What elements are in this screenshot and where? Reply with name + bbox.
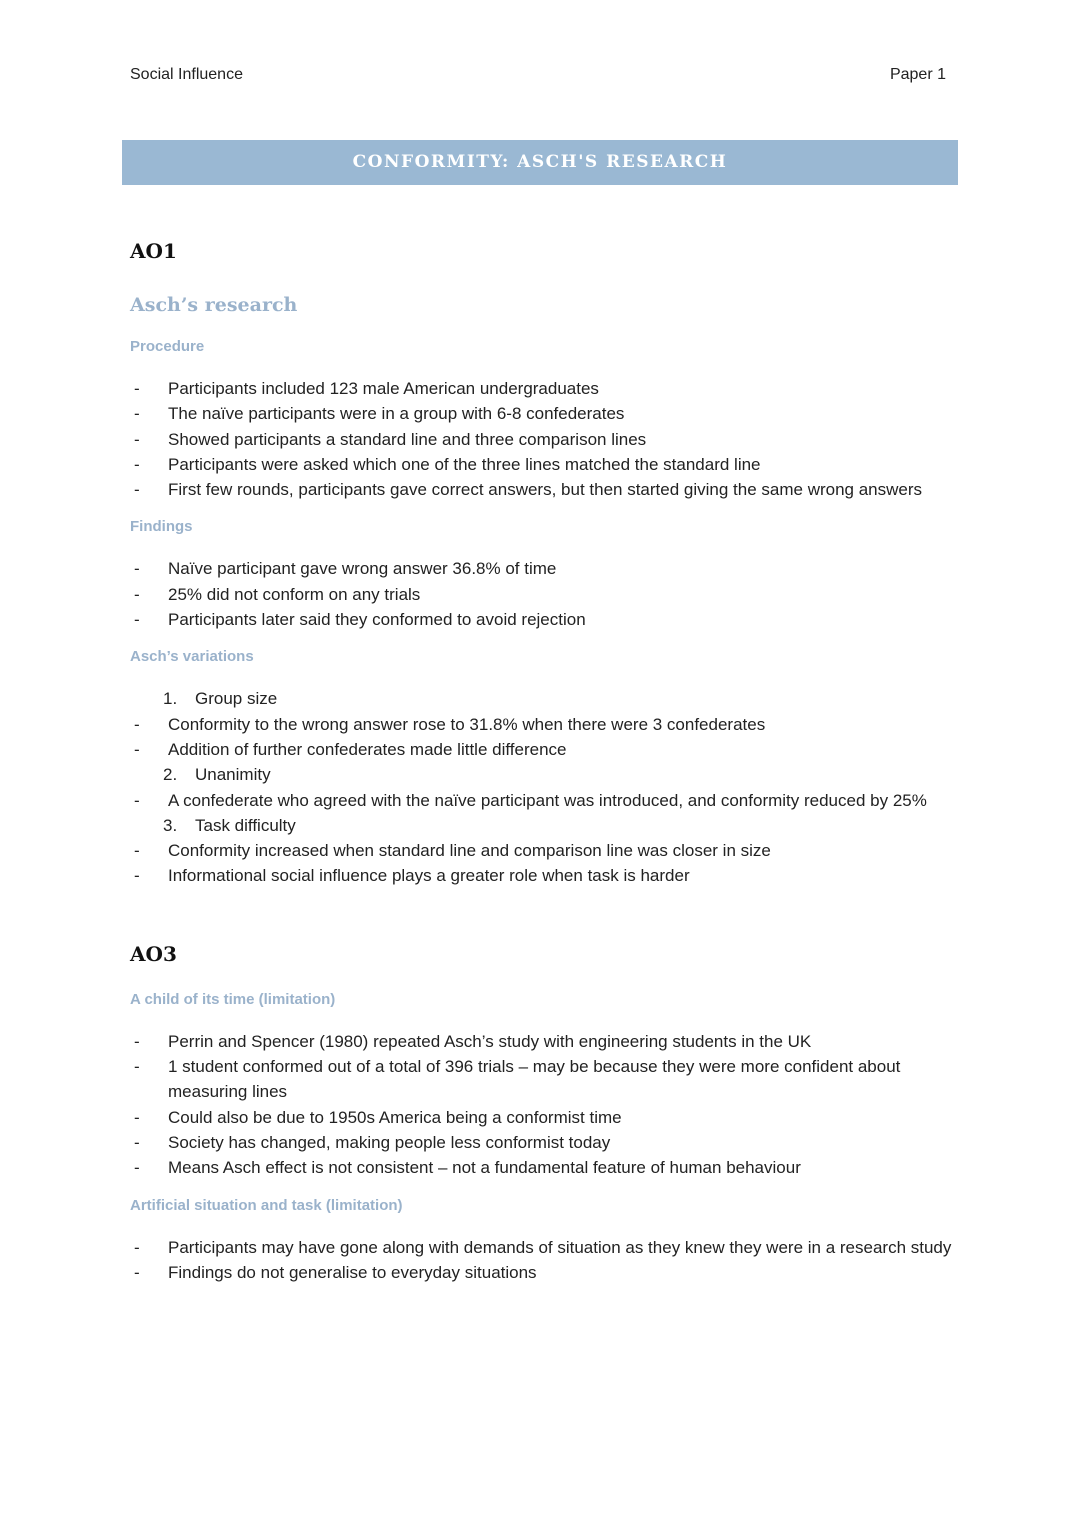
list-item: - Participants may have gone along with demands of situation as they knew they were in a research study [130,1235,960,1260]
artificial-heading: Artificial situation and task (limitation) [130,1196,403,1214]
header-subject: Social Influence [130,66,243,83]
ao1-heading: AO1 [130,239,177,263]
child-of-time-heading: A child of its time (limitation) [130,990,336,1008]
list-item: - 1 student conformed out of a total of 396 trials – may be because they were more confident about measuring lines [130,1054,960,1105]
list-item: - Naïve participant gave wrong answer 36.8% of time [130,556,960,581]
list-item: - Showed participants a standard line and three comparison lines [130,427,960,452]
artificial-list [130,1235,960,1286]
findings-heading: Findings [130,518,193,536]
item-text: Unanimity [195,765,271,785]
title-banner: CONFORMITY: ASCH'S RESEARCH [122,140,958,185]
list-item: - Could also be due to 1950s America being a conformist time [130,1105,960,1130]
procedure-list [130,376,960,502]
item-number: 1. [163,689,178,709]
section-title: Asch’s research [130,294,298,316]
ao3-heading: AO3 [130,941,177,966]
variations-list [130,686,960,888]
item-text: Task difficulty [195,815,296,835]
item-number: 2. [163,765,178,785]
numbered-item [130,686,960,711]
findings-list [130,556,960,632]
list-item: - Participants were asked which one of the three lines matched the standard line [130,452,960,477]
variations-heading: Asch’s variations [130,648,254,666]
list-item: - Participants later said they conformed to avoid rejection [130,607,960,632]
item-text: Group size [195,689,278,709]
list-item: - First few rounds, participants gave correct answers, but then started giving the same wrong answers [130,477,960,502]
list-item: - A confederate who agreed with the naïve participant was introduced, and conformity reduced by 25% [130,788,960,813]
list-item: - Perrin and Spencer (1980) repeated Asch’s study with engineering students in the UK [130,1029,960,1054]
numbered-item [130,762,960,787]
header-paper: Paper 1 [889,66,946,83]
item-number: 3. [163,815,178,835]
list-item: - Informational social influence plays a greater role when task is harder [130,863,960,888]
list-item: - Conformity to the wrong answer rose to 31.8% when there were 3 confederates [130,712,960,737]
list-item: - Means Asch effect is not consistent – not a fundamental feature of human behaviour [130,1155,960,1180]
list-item: - Findings do not generalise to everyday situations [130,1260,960,1285]
list-item: - Addition of further confederates made little difference [130,737,960,762]
list-item: - Participants included 123 male American undergraduates [130,376,960,401]
procedure-heading: Procedure [130,338,205,355]
page-header [130,66,946,88]
child-of-time-list [130,1029,960,1181]
list-item: - 25% did not conform on any trials [130,582,960,607]
list-item: - Society has changed, making people less conformist today [130,1130,960,1155]
list-item: - The naïve participants were in a group with 6-8 confederates [130,401,960,426]
numbered-item [130,813,960,838]
document-body [130,236,960,1285]
list-item: - Conformity increased when standard line and comparison line was closer in size [130,838,960,863]
